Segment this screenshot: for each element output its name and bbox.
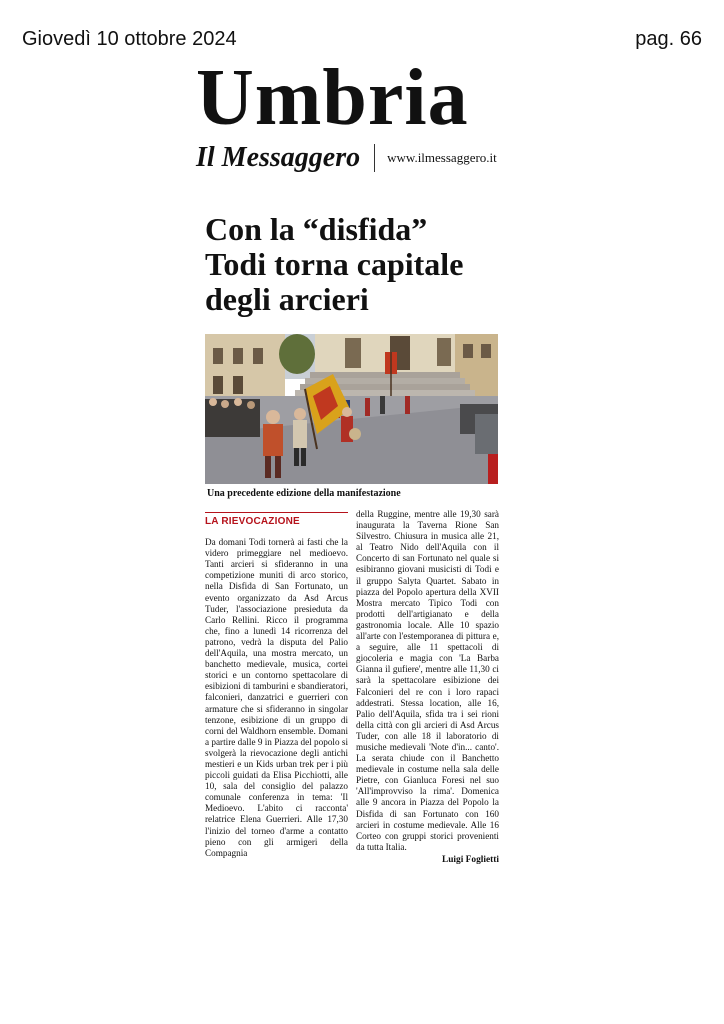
section-label: LA RIEVOCAZIONE xyxy=(205,516,300,527)
masthead xyxy=(196,54,536,174)
headline-line-1: Con la “disfida” xyxy=(205,211,428,247)
photo-caption: Una precedente edizione della manifestazione xyxy=(207,488,401,499)
article-column-2 xyxy=(356,509,499,866)
article-headline xyxy=(205,212,515,317)
page-number: pag. 66 xyxy=(635,28,702,50)
author-byline: Luigi Foglietti xyxy=(441,854,499,865)
newspaper-logo: Il Messaggero xyxy=(196,142,361,173)
masthead-divider xyxy=(374,144,375,172)
headline-line-3: degli arcieri xyxy=(205,281,369,317)
article-photo xyxy=(205,334,498,484)
headline-line-2: Todi torna capitale xyxy=(205,246,464,282)
website-url: www.ilmessaggero.it xyxy=(387,150,497,165)
festival-photo-illustration xyxy=(205,334,498,484)
section-rule xyxy=(205,512,348,513)
body-text-column-2: della Ruggine, mentre alle 19,30 sarà inaugurata la Taverna Rione San Silvestro. Chiusura in musica alle 21, al Teatro Nido dell'Aquila con il Concerto di san Fortunato nel quale si esibiranno giovani musicisti di Todi e il gruppo Salyta Quartet. Sabato in piazza del Popolo apertura della XVII Mostra mercato Tipico Todi con prodotti dell'artigianato e della gastronomia locale. Alle 10 spazio all'arte con l'estemporanea di pittura e, a seguire, alle 11 spettacoli di giocoleria e magia con 'La Barba Gianna il gufiere', mentre alle 11,30 ci sarà la spettacolare esibizione dei Falconieri del re con i loro rapaci addestrati. Stessa location, alle 16, Palio dell'Aquila, sfida tra i sei rioni della città con gli arcieri di Asd Arcus Tuder, con alle 18 il laboratorio di musiche medievali 'Note d'in... canto'. La serata chiude con il Banchetto medievale in costume nella sala delle Pietre, con Gianluca Foresi nel suo 'All'improvviso la rima'. Domenica alle 9 ancora in Piazza del Popolo la Disfida di san Fortunato con 160 arcieri in costume medievale. Alle 16 Corteo con gruppi storici provenienti da tutta Italia. xyxy=(356,509,499,852)
body-text-column-1: Da domani Todi tornerà ai fasti che la videro primeggiare nel medioevo. Tanti arcieri si sfideranno in una competizione muniti di arco storico, nella Disfida di San Fortunato, un evento organizzato da Asd Arcus Tuder, l'associazione presieduta da Carlo Rellini. Ricco il programma che, fino a lunedì 14 ricorrenza del patrono, vedrà la disputa del Palio dell'Aquila, una mostra mercato, un banchetto medievale, musica, cortei storici e un contorno spettacolare di esibizioni di tamburini e sbandieratori, falconieri, danzatrici e guerrieri con armature che si sfideranno in singolar tenzone, esibizione di un gruppo di corni del Waldhorn ensemble. Domani a partire dalle 9 in Piazza del popolo si svolgerà la rievocazione degli antichi mestieri e un Kids urban trek per i più piccoli guidati da Elisa Picchiotti, alle 10, sala del consiglio del palazzo comunale conferenza in tema: 'Il Medioevo. L'abito ci racconta' relatrice Elena Guerrieri. Alle 17,30 l'inizio del torneo d'arme a contatto pieno con gli armigeri della Compagnia xyxy=(205,537,348,858)
edition-title: Umbria xyxy=(196,54,469,142)
masthead-row xyxy=(196,142,536,174)
issue-date: Giovedì 10 ottobre 2024 xyxy=(22,28,237,50)
article-column-1 xyxy=(205,512,348,859)
